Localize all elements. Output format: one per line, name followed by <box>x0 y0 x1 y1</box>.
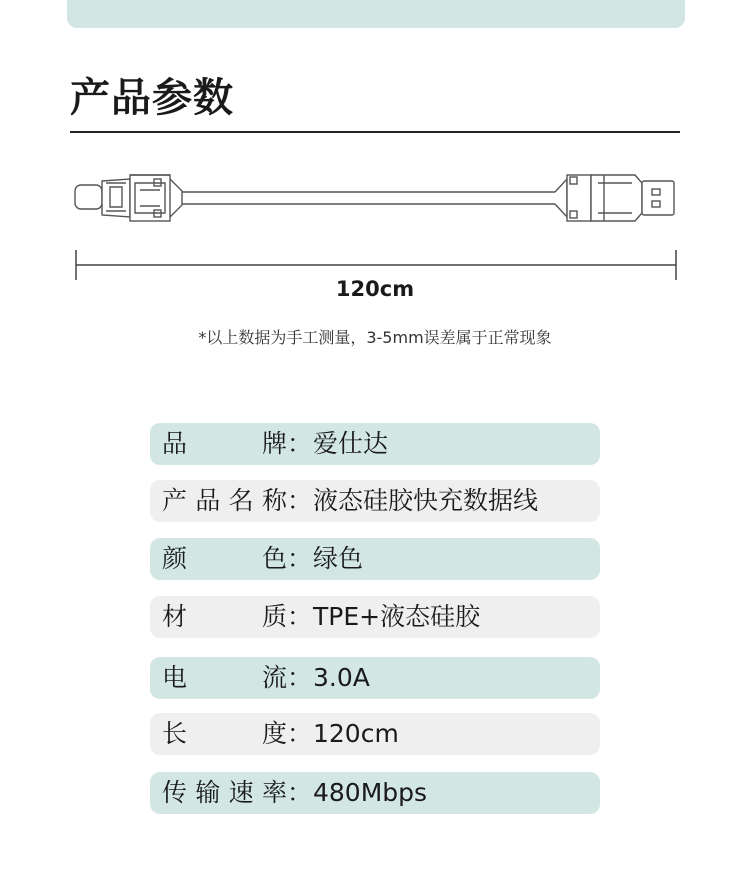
spec-value: 120cm <box>313 719 399 748</box>
spec-value: 3.0A <box>313 663 370 692</box>
spec-value: TPE+液态硅胶 <box>313 602 481 631</box>
spec-label-char: 品 <box>162 429 188 458</box>
cable-diagram <box>70 165 682 230</box>
spec-row-current <box>150 657 600 699</box>
top-banner <box>67 0 685 28</box>
spec-value: 液态硅胶快充数据线 <box>313 486 539 515</box>
measurement-note: *以上数据为手工测量，3-5mm误差属于正常现象 <box>198 328 552 347</box>
spec-label-char: 传 <box>162 778 188 807</box>
spec-label-char: 质 <box>261 602 287 631</box>
spec-label-char: 色 <box>261 544 287 573</box>
spec-colon: ： <box>287 602 313 631</box>
spec-label <box>162 538 287 580</box>
spec-label <box>162 596 287 638</box>
length-label: 120cm <box>335 277 415 301</box>
usb-a-connector <box>555 175 674 221</box>
spec-colon: ： <box>287 778 313 807</box>
spec-label <box>162 772 287 814</box>
spec-colon: ： <box>287 429 313 458</box>
spec-label-char: 度 <box>261 719 287 748</box>
spec-colon: ： <box>287 663 313 692</box>
spec-row-material <box>150 596 600 638</box>
spec-label-char: 速 <box>228 778 254 807</box>
spec-label-char: 颜 <box>162 544 188 573</box>
spec-row-color <box>150 538 600 580</box>
spec-label-char: 长 <box>162 719 188 748</box>
spec-label-char: 名 <box>228 486 254 515</box>
cable-body <box>182 192 555 204</box>
spec-label <box>162 480 287 522</box>
spec-label <box>162 657 287 699</box>
spec-label <box>162 423 287 465</box>
spec-label-char: 产 <box>162 486 188 515</box>
section-title: 产品参数 <box>70 75 234 121</box>
spec-label-char: 品 <box>195 486 221 515</box>
spec-row-brand <box>150 423 600 465</box>
usb-c-connector <box>75 175 182 221</box>
spec-row-length <box>150 713 600 755</box>
title-divider <box>70 131 680 133</box>
spec-label <box>162 713 287 755</box>
spec-value: 绿色 <box>313 544 364 573</box>
spec-value: 480Mbps <box>313 778 428 807</box>
spec-label-char: 率 <box>261 778 287 807</box>
spec-row-transfer-rate <box>150 772 600 814</box>
spec-label-char: 输 <box>195 778 221 807</box>
spec-row-product-name <box>150 480 600 522</box>
spec-label-char: 电 <box>162 663 188 692</box>
spec-label-char: 牌 <box>261 429 287 458</box>
spec-label-char: 流 <box>261 663 287 692</box>
spec-colon: ： <box>287 486 313 515</box>
spec-label-char: 称 <box>261 486 287 515</box>
spec-colon: ： <box>287 544 313 573</box>
spec-label-char: 材 <box>162 602 188 631</box>
spec-colon: ： <box>287 719 313 748</box>
spec-value: 爱仕达 <box>313 429 389 458</box>
